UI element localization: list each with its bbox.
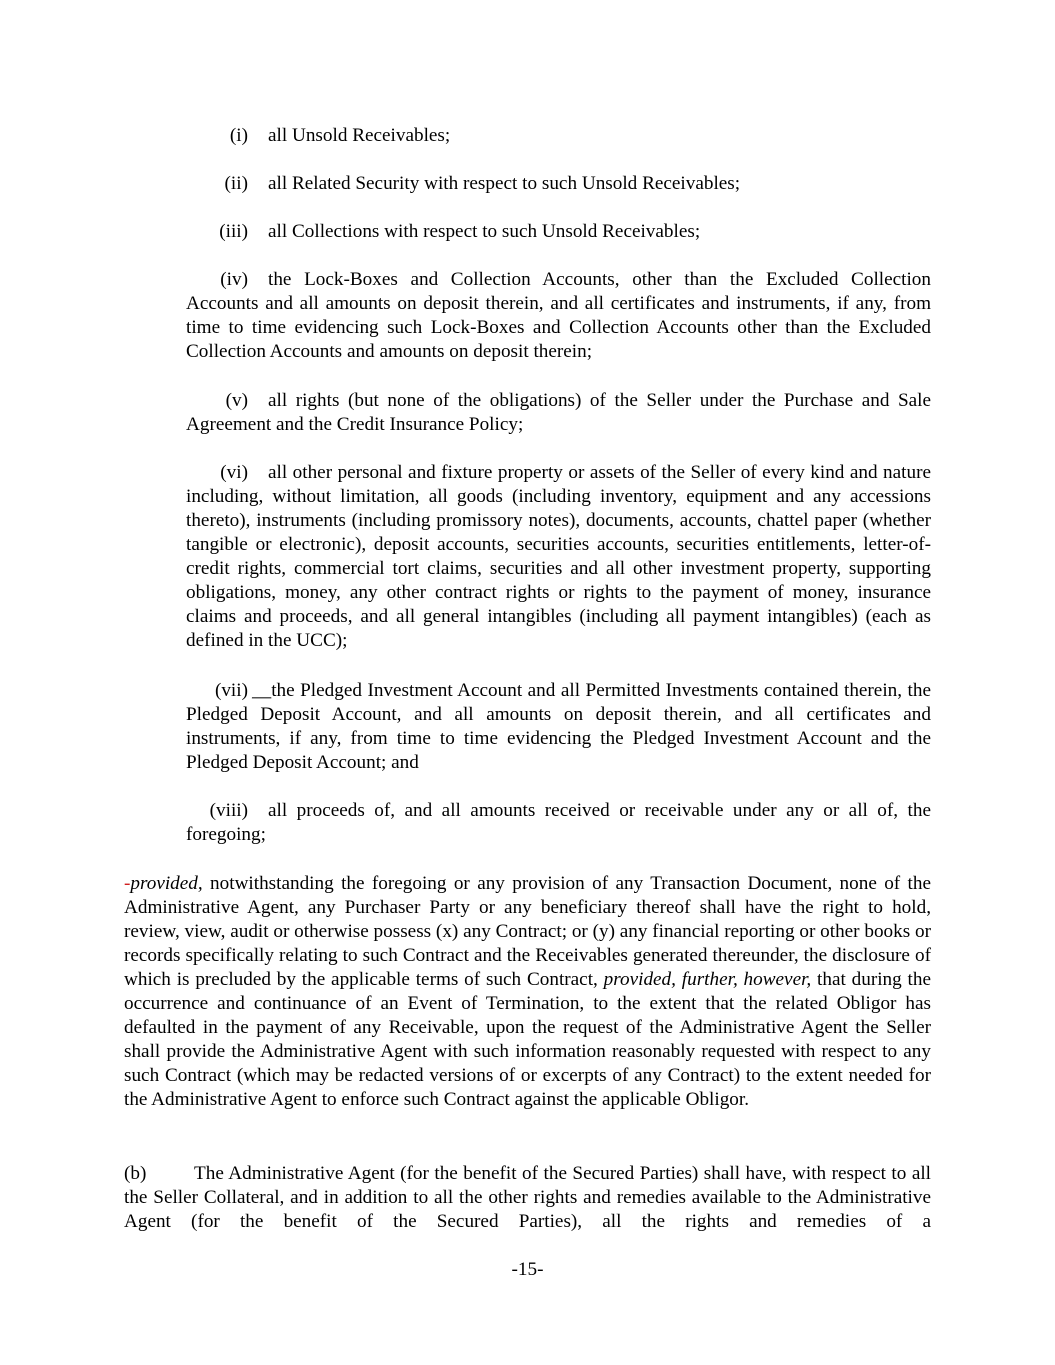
paragraph-b (124, 1162, 931, 1234)
clause-text: all Related Security with respect to such Unsold Receivables; (268, 173, 741, 194)
clause-text: all other personal and fixture property or assets of the Seller of every kind and nature including, without limitation, all goods (including inventory, equipment and any accessions thereto), instruments (including promissory notes), documents, accounts, chattel paper (whether tangible or electronic), deposit accounts, securities accounts, securities entitlements, letter-of-credit rights, commercial tort claims, securities and all other investment property, supporting obligations, money, any other contract rights or rights to the payment of money, insurance claims and proceeds, and all general intangibles (including all payment intangibles) (each as defined in the UCC); (186, 462, 931, 651)
clause-text: the Lock-Boxes and Collection Accounts, other than the Excluded Collection Accounts and all amounts on deposit therein, and all certificates and instruments, if any, from time to time evidencing such Lock-Boxes and Collection Accounts other than the Excluded Collection Accounts and amounts on deposit therein; (186, 269, 931, 362)
clause-vi (186, 461, 931, 653)
clause-viii (186, 799, 931, 847)
paragraph-text: The Administrative Agent (for the benefit of the Secured Parties) shall have, with respect to all the Seller Collateral, and in addition to all the other rights and remedies available to the Administrative Agent (for the benefit of the Secured Parties), all the rights and remedies of a (124, 1163, 931, 1232)
proviso-lead: provided, (130, 873, 203, 894)
clause-number: (v) (225, 390, 248, 411)
proviso-further: provided, further, however, (603, 969, 812, 990)
clause-i (186, 124, 931, 148)
clause-number: (viii) (209, 800, 248, 821)
clause-iii (186, 220, 931, 244)
revision-mark: - (124, 873, 131, 894)
clause-text: all Collections with respect to such Unsold Receivables; (268, 221, 701, 242)
clause-number: (vii) (214, 680, 248, 701)
clause-text: all rights (but none of the obligations) of the Seller under the Purchase and Sale Agreement and the Credit Insurance Policy; (186, 390, 931, 435)
clause-number: (i) (229, 125, 248, 146)
clause-number: (vi) (220, 462, 248, 483)
clause-v (186, 389, 931, 437)
clause-vii (186, 679, 931, 775)
page-number: -15- (511, 1259, 544, 1280)
clause-ii (186, 172, 931, 196)
clause-text: the Pledged Investment Account and all Permitted Investments contained therein, the Pledged Deposit Account, and all amounts on deposit therein, and all certificates and instruments, if any, from time to time evidencing the Pledged Investment Account and the Pledged Deposit Account; and (186, 680, 931, 773)
clause-number: (ii) (224, 173, 248, 194)
clause-number: (iv) (220, 269, 248, 290)
revision-mark: __ (252, 680, 272, 701)
proviso-text-1: notwithstanding the foregoing or any provision of any Transaction Document, none of the Administrative Agent, any Purchaser Party or any beneficiary thereof shall have the right to hold, review, view, audit or otherwise possess (x) any Contract; or (y) any financial reporting or other books or records specifically relating to such Contract and the Receivables generated thereunder, the disclosure of which is precluded by the applicable terms of such Contract, (124, 873, 931, 990)
clause-text: all proceeds of, and all amounts received or receivable under any or all of, the foregoing; (186, 800, 931, 845)
clause-number: (iii) (219, 221, 248, 242)
paragraph-number: (b) (124, 1163, 147, 1184)
proviso-text-2: that during the occurrence and continuance of an Event of Termination, to the extent that the related Obligor has defaulted in the payment of any Receivable, upon the request of the Administrative Agent the Seller shall provide the Administrative Agent with such information reasonably requested with respect to any such Contract (which may be redacted versions of or excerpts of any Contract) to the extent needed for the Administrative Agent to enforce such Contract against the applicable Obligor. (124, 969, 932, 1110)
clause-iv (186, 268, 931, 364)
proviso-paragraph (124, 872, 931, 1112)
clause-text: all Unsold Receivables; (268, 125, 451, 146)
